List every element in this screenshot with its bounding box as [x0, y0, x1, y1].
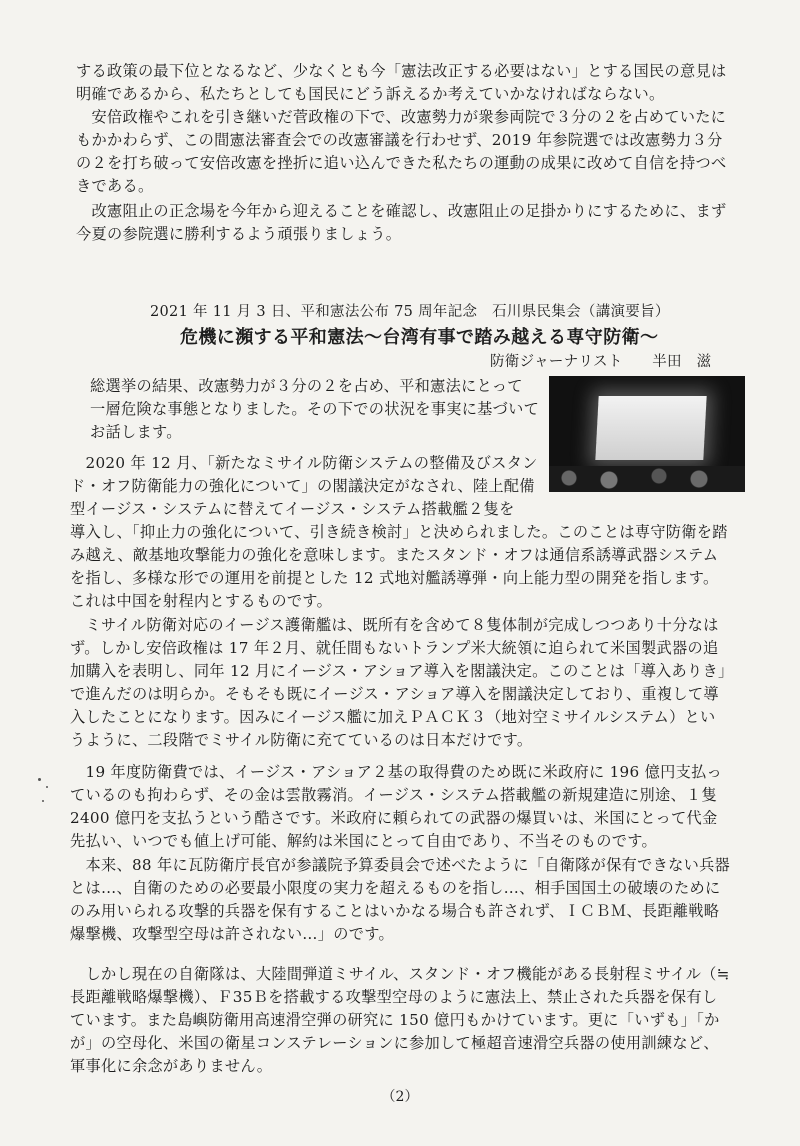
- page-number: （2）: [381, 1089, 419, 1105]
- continued-paragraph-2: 安倍政権やこれを引き継いだ菅政権の下で、改憲勢力が衆参両院で３分の２を占めていたに もかかわらず、この間憲法審査会での改憲審議を行わせず、2019 年参院選では改憲勢力３分 の２を打ち破って安倍改憲を挫折に追い込んできた私たちの運動の成果に改めて自信を持つべ きである。: [76, 108, 727, 195]
- continued-paragraph-3: 改憲阻止の正念場を今年から迎えることを確認し、改憲阻止の足掛かりにするために、まず 今夏の参院選に勝利するよう頑張りましょう。: [76, 202, 727, 243]
- scan-speck: [38, 778, 41, 781]
- lecture-photo: [549, 376, 745, 492]
- article-kicker: 2021 年 11 月 3 日、平和憲法公布 75 周年記念 石川県民集会（講演要旨）: [150, 304, 670, 320]
- continued-paragraph-1: する政策の最下位となるなど、少なくとも今「憲法改正する必要はない」とする国民の意見は 明確であるから、私たちとしても国民にどう訴えるか考えていかなければならない。: [76, 62, 727, 103]
- article-byline: 防衛ジャーナリスト 半田 滋: [490, 354, 712, 370]
- scan-speck: [46, 786, 48, 788]
- body-paragraph-2-continued: 導入し、「抑止力の強化について、引き続き検討」と決められました。このことは専守防衛を踏 み越え、敵基地攻撃能力の強化を意味します。またスタンド・オフは通信系誘導武器システム を指し、多様な形での運用を前提とした 12 式地対艦誘導弾・向上能力型の開発を指します。 これは中国を射程内とするものです。: [70, 523, 728, 610]
- body-paragraph-5: 本来、88 年に瓦防衛庁長官が参議院予算委員会で述べたように「自衛隊が保有できない兵器 とは…、自衛のための必要最小限度の実力を超えるものを指し…、相手国国土の破壊のために のみ用いられる攻撃的兵器を保有することはいかなる場合も許されず、ＩＣＢＭ、長距離戦略 爆撃機、攻撃型空母は許されない…」のです。: [70, 856, 731, 943]
- audience-silhouettes: [549, 466, 745, 492]
- scan-speck: [42, 800, 44, 802]
- body-paragraph-6: しかし現在の自衛隊は、大陸間弾道ミサイル、スタンド・オフ機能がある長射程ミサイル（≒ 長距離戦略爆撃機）、Ｆ35Ｂを搭載する攻撃型空母のように憲法上、禁止された兵器を保有し ています。また島嶼防衛用高速滑空弾の研究に 150 億円もかけています。更に「いずも」「か が」の空母化、米国の衛星コンステレーションに参加して極超音速滑空兵器の使用訓練など、 軍事化に余念がありません。: [70, 965, 730, 1075]
- body-paragraph-2: 2020 年 12 月、「新たなミサイル防衛システムの整備及びスタン ド・オフ防衛能力の強化について」の閣議決定がなされ、陸上配備 型イージス・システムに替えてイージス・システム搭載艦２隻を: [70, 454, 538, 518]
- body-paragraph-1: 総選挙の結果、改憲勢力が３分の２を占め、平和憲法にとって 一層危険な事態となりました。その下での状況を事実に基づいて お話します。: [90, 377, 540, 441]
- body-paragraph-4: 19 年度防衛費では、イージス・アショア２基の取得費のため既に米政府に 196 億円支払っ ているのも拘わらず、その金は雲散霧消。イージス・システム搭載艦の新規建造に別途、１隻 2400 億円を支払うという酷さです。米政府に頼られての武器の爆買いは、米国にとって代金 先払い、いつでも値上げ可能、解約は米国にとって自由であり、不当そのものです。: [70, 763, 723, 850]
- projection-screen: [595, 396, 706, 460]
- body-paragraph-3: ミサイル防衛対応のイージス護衛艦は、既所有を含めて８隻体制が完成しつつあり十分なは ず。しかし安倍政権は 17 年２月、就任間もないトランプ米大統領に迫られて米国製武器の追 加購入を表明し、同年 12 月にイージス・アショア導入を閣議決定。このことは「導入ありき」 で進んだのは明らか。そもそも既にイージス・アショア導入を閣議決定しており、重複して導 入したことになります。因みにイージス艦に加えＰＡＣＫ３（地対空ミサイルシステム）とい うように、二段階でミサイル防衛に充てているのは日本だけです。: [70, 616, 734, 749]
- article-headline: 危機に瀕する平和憲法～台湾有事で踏み越える専守防衛～: [180, 327, 659, 348]
